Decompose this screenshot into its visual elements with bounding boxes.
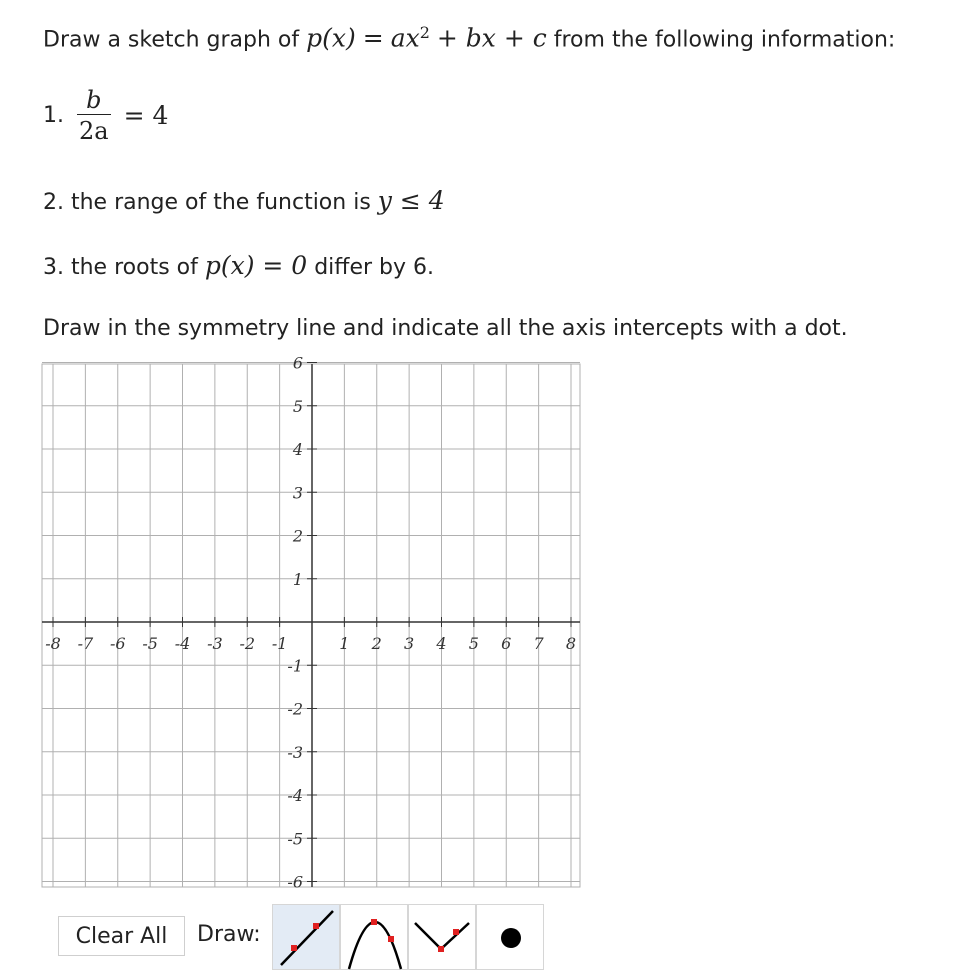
x-tick-label: 1 bbox=[339, 634, 350, 653]
parabola-icon bbox=[341, 905, 409, 971]
item2-math: y ≤ 4 bbox=[377, 186, 445, 215]
y-tick-label: 4 bbox=[292, 440, 303, 459]
x-tick-label: -3 bbox=[207, 634, 223, 653]
line-tool-button[interactable] bbox=[272, 904, 340, 970]
y-tick-label: -2 bbox=[287, 699, 303, 719]
x-tick-label: 5 bbox=[468, 634, 479, 653]
y-tick-label: 6 bbox=[292, 353, 303, 373]
x-tick-label: -6 bbox=[109, 634, 126, 653]
x-tick-label: -7 bbox=[77, 634, 94, 653]
x-tick-label: 8 bbox=[565, 634, 577, 653]
y-tick-label: -3 bbox=[287, 742, 303, 762]
y-tick-label: -6 bbox=[287, 872, 303, 892]
y-tick-label: 5 bbox=[292, 396, 303, 416]
x-tick-label: 2 bbox=[371, 634, 382, 653]
item1-number: 1. bbox=[43, 103, 64, 128]
point-tool-button[interactable] bbox=[476, 904, 544, 970]
item2-text: 2. the range of the function is bbox=[43, 190, 371, 215]
x-tick-label: -4 bbox=[174, 634, 191, 653]
y-tick-label: 3 bbox=[292, 483, 303, 503]
draw-label: Draw: bbox=[197, 922, 261, 947]
x-tick-label: -8 bbox=[45, 634, 61, 653]
absolute-value-tool-button[interactable] bbox=[408, 904, 476, 970]
y-tick-label: 1 bbox=[292, 569, 303, 589]
y-tick-label: 2 bbox=[292, 526, 303, 546]
clear-all-button[interactable]: Clear All bbox=[58, 916, 185, 956]
y-tick-label: -1 bbox=[287, 656, 303, 676]
x-tick-label: -5 bbox=[142, 634, 158, 653]
x-tick-label: -2 bbox=[239, 634, 256, 653]
function-rhs-rest: + bx + c bbox=[436, 23, 547, 53]
line-segment-icon bbox=[273, 905, 341, 971]
exponent: 2 bbox=[419, 23, 430, 42]
y-tick-label: -4 bbox=[287, 786, 303, 805]
intro-suffix: from the following information: bbox=[553, 27, 896, 53]
x-tick-label: 6 bbox=[501, 634, 512, 653]
x-tick-label: 3 bbox=[404, 634, 415, 653]
item3-prefix: 3. the roots of bbox=[43, 255, 198, 280]
point-icon bbox=[477, 905, 545, 971]
function-lhs: p(x) bbox=[306, 23, 356, 53]
equals-sign: = bbox=[362, 23, 384, 53]
x-tick-label: 4 bbox=[436, 634, 447, 653]
y-tick-label: -5 bbox=[287, 829, 303, 849]
graph-border bbox=[42, 364, 580, 887]
x-tick-label: 7 bbox=[533, 634, 544, 653]
intro-prefix: Draw a sketch graph of bbox=[43, 27, 300, 53]
function-rhs-a: ax bbox=[390, 23, 420, 53]
item3-suffix: differ by 6. bbox=[314, 255, 434, 280]
fraction-numerator: b bbox=[86, 86, 102, 114]
item3-math: p(x) = 0 bbox=[204, 251, 308, 280]
item1-rhs: = 4 bbox=[123, 101, 169, 130]
denominator-text: 2a bbox=[79, 117, 109, 145]
instruction-text: Draw in the symmetry line and indicate all the axis intercepts with a dot. bbox=[43, 316, 848, 341]
x-tick-label: -1 bbox=[271, 634, 288, 653]
absolute-value-icon bbox=[409, 905, 477, 971]
parabola-tool-button[interactable] bbox=[340, 904, 408, 970]
